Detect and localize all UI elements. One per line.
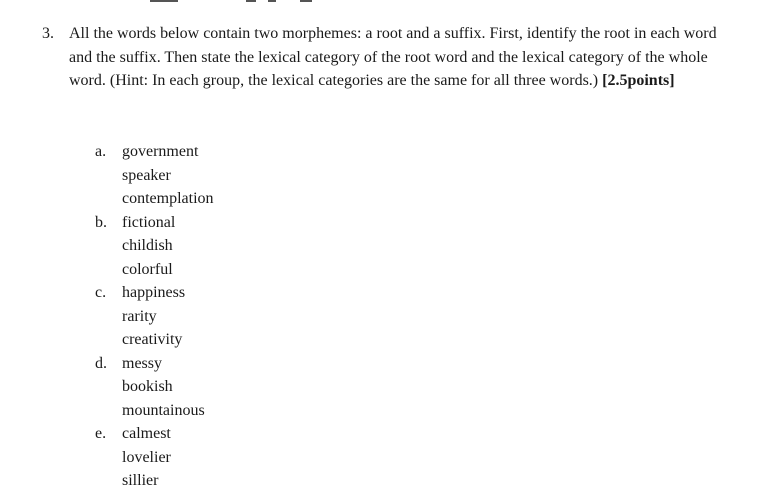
word-item: government bbox=[122, 143, 199, 160]
cropped-previous-line bbox=[0, 0, 765, 6]
word-group bbox=[95, 140, 214, 211]
question-points: [2.5points] bbox=[602, 72, 675, 89]
word-group bbox=[95, 422, 214, 493]
word-item: bookish bbox=[122, 378, 173, 395]
word-item: sillier bbox=[122, 472, 159, 489]
group-letter: b. bbox=[95, 213, 107, 231]
group-letter: c. bbox=[95, 284, 107, 301]
group-letter: e. bbox=[95, 425, 107, 442]
word-groups bbox=[95, 140, 214, 493]
group-letter: d. bbox=[95, 354, 107, 372]
word-group bbox=[95, 352, 214, 423]
word-item: creativity bbox=[122, 331, 183, 348]
word-item: lovelier bbox=[122, 448, 171, 466]
question-block bbox=[42, 22, 742, 93]
question-body: All the words below contain two morphemes: a root and a suffix. First, identify the root in each word and the suffix. Then state the lexical category of the root word and the lexical category of the whole word. (Hint: In each group, the lexical categories are the same for all three words.) bbox=[69, 25, 717, 89]
word-item: rarity bbox=[122, 307, 157, 325]
word-item: fictional bbox=[122, 213, 176, 231]
word-item: messy bbox=[122, 354, 162, 372]
group-letter: a. bbox=[95, 143, 107, 160]
word-item: colorful bbox=[122, 260, 173, 278]
word-group bbox=[95, 281, 214, 352]
word-item: happiness bbox=[122, 284, 186, 301]
word-item: speaker bbox=[122, 166, 171, 184]
word-group bbox=[95, 211, 214, 282]
word-item: calmest bbox=[122, 425, 171, 442]
word-item: childish bbox=[122, 237, 173, 254]
word-item: contemplation bbox=[122, 190, 214, 207]
question-text bbox=[69, 22, 719, 93]
word-item: mountainous bbox=[122, 401, 205, 419]
question-number: 3. bbox=[42, 25, 54, 42]
